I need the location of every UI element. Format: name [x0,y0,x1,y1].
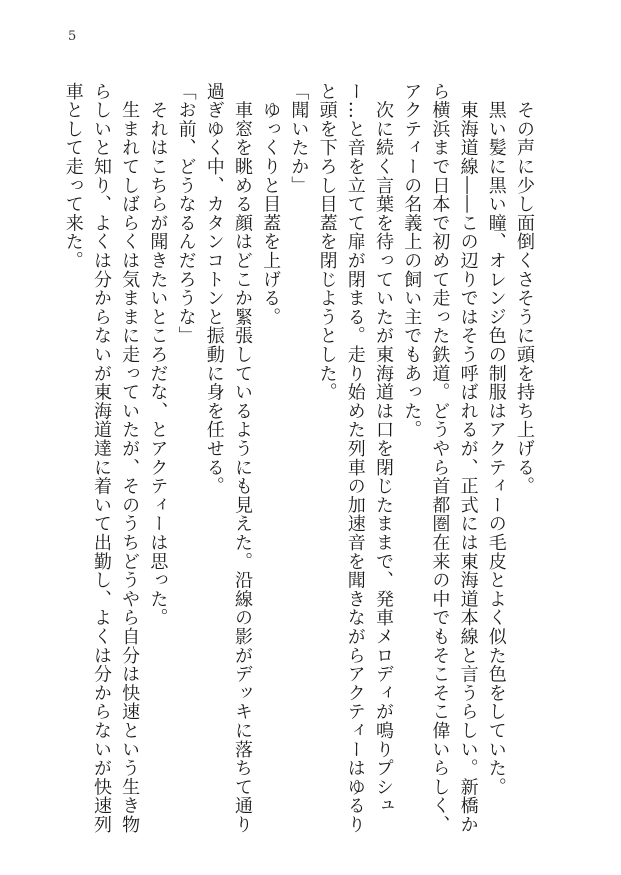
paragraph: 黒い髪に黒い瞳、オレンジ色の制服はアクティーの毛皮とよく似た色をしていた。 [485,82,507,797]
paragraph: ゆっくりと目蓋を上げる。 [260,82,282,327]
page-number: 5 [68,29,77,44]
paragraph: 車窓を眺める顔はどこか緊張しているようにも見えた。沿線の影がデッキに落ちて通り過ぎゆく中、カタンコトンと振動に身を任せる。 [203,82,253,834]
novel-text-body [62,82,538,842]
dialogue-line: 「聞いたか」 [288,82,310,195]
paragraph: それはこちらが聞きたいところだな、とアクティーは思った。 [147,82,169,628]
paragraph: 生まれてしばらくは気ままに走っていたが、そのうちどうやら自分は快速という生き物らしいと知り、よくは分からないが東海道達に着いて出勤し、よくは分からないが快速列車として走って来た。 [62,82,141,834]
dialogue-line: 「お前、どうなるんだろうな」 [175,82,197,346]
paragraph: その声に少し面倒くさそうに頭を持ち上げる。 [514,82,535,496]
paragraph: 次に続く言葉を待っていたが東海道は口を閉じたままで、発車メロディが鳴りプシュー…と音を立てて扉が閉まる。走り始めた列車の加速音を聞きながらアクティーはゆるりと頭を下ろし目蓋を閉じようとした。 [316,82,394,834]
paragraph: 東海道線――この辺りではそう呼ばれるが、正式には東海道本線と言うらしい。新橋から横浜まで日本で初めて走った鉄道。どうやら首都圏在来の中でもそこそこ偉いらしく、アクティーの名義上の飼い主でもあった。 [401,82,479,834]
